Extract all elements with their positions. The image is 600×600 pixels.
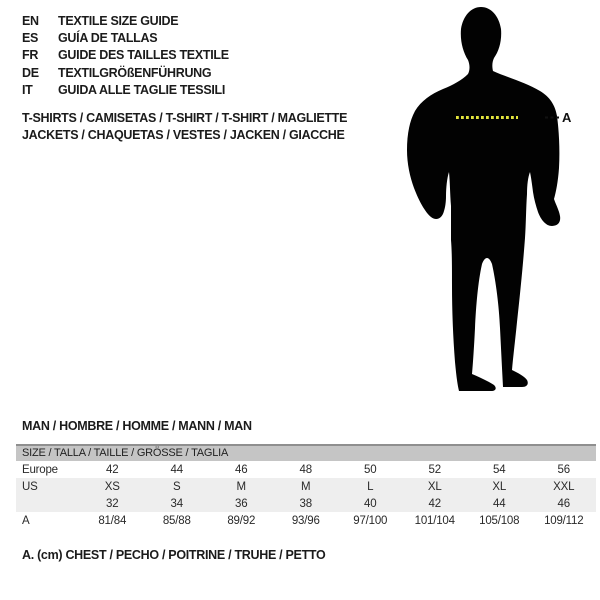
language-code: ES	[22, 31, 39, 46]
table-row-europe	[16, 461, 596, 478]
category-line-tshirts: T-SHIRTS / CAMISETAS / T-SHIRT / T-SHIRT / MAGLIETTE	[22, 111, 348, 125]
size-cell: 105/108	[479, 514, 520, 527]
measurement-footnote: A. (cm) CHEST / PECHO / POITRINE / TRUHE / PETTO	[22, 548, 326, 562]
row-label: A	[22, 514, 30, 527]
size-cell: 85/88	[162, 514, 191, 527]
language-row	[22, 12, 229, 29]
size-cell: 46	[557, 497, 570, 510]
size-cell: S	[173, 480, 181, 493]
measure-label-a: A	[562, 110, 572, 125]
size-cell: XL	[492, 480, 507, 493]
language-label: GUÍA DE TALLAS	[58, 31, 158, 46]
size-cell: L	[367, 480, 374, 493]
table-row-us-numeric	[16, 495, 596, 512]
language-row	[22, 29, 229, 46]
size-cell: 52	[428, 463, 441, 476]
size-cell: 42	[106, 463, 119, 476]
size-cell: 54	[493, 463, 506, 476]
row-label: Europe	[22, 463, 58, 476]
language-label: GUIDE DES TAILLES TEXTILE	[58, 48, 229, 63]
section-title: MAN / HOMBRE / HOMME / MANN / MAN	[22, 419, 252, 433]
language-row	[22, 82, 229, 99]
size-cell: 93/96	[291, 514, 320, 527]
size-cell: 50	[364, 463, 377, 476]
language-label: TEXTILGRÖßENFÜHRUNG	[58, 65, 212, 80]
table-row-chest	[16, 512, 596, 529]
row-label: US	[22, 480, 38, 493]
size-cell: 109/112	[544, 514, 584, 527]
size-cell: 36	[235, 497, 248, 510]
man-silhouette-shape	[407, 7, 560, 391]
size-cell: XXL	[553, 480, 575, 493]
category-lines	[22, 110, 347, 144]
size-cell: 46	[235, 463, 248, 476]
size-table	[16, 444, 596, 529]
size-cell: 32	[106, 497, 119, 510]
category-line-jackets: JACKETS / CHAQUETAS / VESTES / JACKEN / GIACCHE	[22, 128, 345, 142]
language-row	[22, 47, 229, 64]
language-row	[22, 64, 229, 81]
size-cell: XS	[104, 480, 120, 493]
language-list	[22, 12, 229, 99]
size-cell: 56	[557, 463, 570, 476]
size-cell: 89/92	[227, 514, 256, 527]
size-cell: 40	[364, 497, 377, 510]
size-cell: 34	[170, 497, 183, 510]
language-label: GUIDA ALLE TAGLIE TESSILI	[58, 83, 226, 98]
language-code: EN	[22, 13, 39, 28]
size-cell: 38	[299, 497, 312, 510]
language-code: FR	[22, 48, 39, 63]
size-cell: 97/100	[353, 514, 388, 527]
size-cell: 44	[493, 497, 506, 510]
size-cell: 42	[428, 497, 441, 510]
language-label: TEXTILE SIZE GUIDE	[58, 13, 179, 28]
table-row-us-letters	[16, 478, 596, 495]
language-code: IT	[22, 83, 33, 98]
man-silhouette	[400, 0, 600, 410]
language-code: DE	[22, 65, 39, 80]
size-cell: M	[301, 480, 311, 493]
size-cell: 48	[299, 463, 312, 476]
size-cell: 44	[170, 463, 183, 476]
size-cell: 101/104	[414, 514, 455, 527]
table-header: SIZE / TALLA / TAILLE / GRÖSSE / TAGLIA	[16, 446, 596, 461]
size-cell: M	[236, 480, 246, 493]
size-cell: XL	[427, 480, 442, 493]
size-cell: 81/84	[98, 514, 127, 527]
